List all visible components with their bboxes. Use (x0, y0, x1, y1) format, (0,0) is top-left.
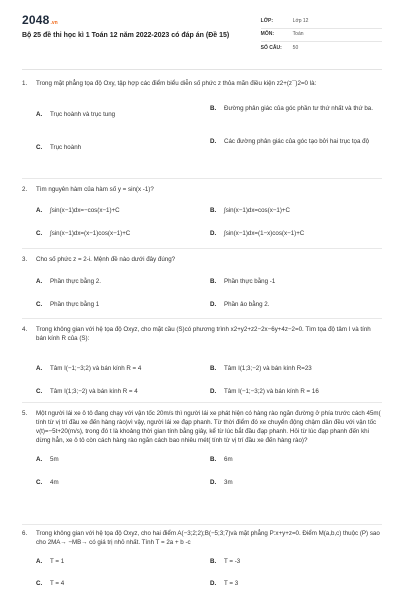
brand-block (22, 12, 261, 69)
option-c[interactable] (36, 388, 206, 397)
page-header (22, 12, 382, 70)
option-letter: C. (36, 387, 43, 395)
option-c[interactable] (36, 479, 206, 488)
option-letter: A. (36, 277, 43, 285)
question-number: 3. (22, 256, 28, 263)
question-number: 2. (22, 186, 28, 193)
question-divider (22, 248, 382, 249)
option-a[interactable] (36, 278, 206, 287)
meta-row-count (261, 42, 382, 55)
exam-meta-table (261, 16, 382, 69)
question-number: 6. (22, 530, 28, 537)
option-c[interactable] (36, 301, 206, 310)
question-text: Cho số phức z = 2-i. Mệnh đề nào dưới đây đúng? (36, 256, 176, 263)
question-number: 5. (22, 410, 28, 417)
question-3 (22, 256, 382, 315)
option-letter: D. (210, 478, 217, 486)
option-text: Phần thực bằng 2. (50, 277, 101, 285)
option-d[interactable] (210, 388, 380, 397)
option-text: 3m (224, 478, 233, 486)
option-letter: D. (210, 137, 217, 145)
option-letter: B. (210, 206, 217, 214)
option-b[interactable] (210, 278, 380, 287)
question-4 (22, 326, 382, 404)
option-a[interactable] (36, 111, 206, 120)
option-text: T = 3 (224, 579, 239, 587)
option-b[interactable] (210, 558, 380, 567)
exam-title: Bộ 25 đề thi học kì 1 Toán 12 năm 2022-2023 có đáp án (Đề 15) (22, 32, 230, 40)
option-letter: B. (210, 104, 217, 112)
option-text: ∫sin(x−1)dx=cos(x−1)+C (224, 206, 291, 214)
option-d[interactable] (210, 138, 380, 147)
option-letter: A. (36, 206, 43, 214)
logo-text: 2048 (22, 13, 50, 27)
option-letter: B. (210, 277, 217, 285)
option-text: T = 1 (50, 557, 65, 565)
option-letter: D. (210, 300, 217, 308)
meta-row-subject (261, 29, 382, 42)
meta-value: 50 (292, 44, 299, 51)
question-text: Trong không gian với hệ tọa độ Oxyz, cho mặt cầu (S)có phương trình x2+y2+z2−2x−6y+4z−2=0. Tìm tọa độ tâm I và tính bán kính R của (S): (36, 326, 371, 342)
option-d[interactable] (210, 301, 380, 310)
option-letter: A. (36, 110, 43, 118)
question-divider (22, 524, 382, 525)
option-text: ∫sin(x−1)dx=(x−1)cos(x−1)+C (50, 229, 131, 237)
option-a[interactable] (36, 456, 206, 465)
option-text: Tâm I(1;3;−2) và bán kính R=23 (224, 364, 312, 372)
option-letter: C. (36, 300, 43, 308)
question-text: Trong mặt phẳng tọa độ Oxy, tập hợp các điểm biểu diễn số phức z thỏa mãn điều kiện z2+(z¯)2=0 là: (36, 80, 317, 87)
option-d[interactable] (210, 479, 380, 488)
option-letter: A. (36, 364, 43, 372)
option-letter: B. (210, 557, 217, 565)
option-letter: D. (210, 387, 217, 395)
meta-label: MÔN: (260, 31, 275, 38)
option-letter: A. (36, 557, 43, 565)
question-divider (22, 318, 382, 319)
question-divider (22, 402, 382, 403)
meta-row-class (261, 16, 382, 29)
option-d[interactable] (210, 230, 380, 239)
question-6 (22, 530, 382, 596)
question-5 (22, 410, 382, 496)
option-text: Tâm I(−1;−3;2) và bán kính R = 16 (224, 387, 319, 395)
option-text: Trục hoành và trục tung (50, 110, 116, 118)
option-b[interactable] (210, 456, 380, 465)
logo-suffix: .vn (50, 20, 58, 26)
option-b[interactable] (210, 207, 380, 216)
option-text: T = -3 (224, 557, 241, 565)
question-1 (22, 80, 382, 159)
option-letter: A. (36, 455, 43, 463)
option-b[interactable] (210, 105, 380, 114)
option-text: Tâm I(1;3;−2) và bán kính R = 4 (50, 387, 138, 395)
option-letter: C. (36, 478, 43, 486)
option-text: Đường phân giác của góc phần tư thứ nhất và thứ ba. (224, 104, 373, 112)
option-d[interactable] (210, 580, 380, 589)
option-c[interactable] (36, 580, 206, 589)
question-2 (22, 186, 382, 245)
option-text: Các đường phân giác của góc tạo bởi hai trục tọa độ (224, 137, 370, 145)
option-a[interactable] (36, 365, 206, 374)
option-letter: C. (36, 229, 43, 237)
option-text: Phần ảo bằng 2. (224, 300, 270, 308)
option-text: Tâm I(−1;−3;2) và bán kính R = 4 (50, 364, 142, 372)
meta-label: SỐ CÂU: (260, 44, 282, 51)
option-text: ∫sin(x−1)dx=(1−x)cos(x−1)+C (224, 229, 305, 237)
question-text: Trong không gian với hệ tọa độ Oxyz, cho hai điểm A(−3;2;2);B(−5;3;7)và mặt phẳng P:x+y+z=0. Điểm M(a,b,c) thuộc (P) sao cho 2MA→ −MB→ có giá trị nhỏ nhất. Tính T = 2a + b -c (36, 530, 380, 546)
question-number: 1. (22, 80, 28, 87)
option-text: ∫sin(x−1)dx=−cos(x−1)+C (50, 206, 120, 214)
option-text: 5m (50, 455, 59, 463)
option-text: Phần thực bằng 1 (50, 300, 100, 308)
meta-value: Lớp 12 (292, 18, 309, 25)
site-logo[interactable] (22, 12, 261, 29)
option-letter: D. (210, 229, 217, 237)
meta-label: LỚP: (260, 18, 273, 25)
option-text: T = 4 (50, 579, 65, 587)
option-letter: D. (210, 579, 217, 587)
option-letter: B. (210, 455, 217, 463)
question-number: 4. (22, 326, 28, 333)
question-text: Một người lái xe ô tô đang chạy với vận tốc 20m/s thì người lái xe phát hiện có hàng rào ngăn đường ở phía trước cách 45m( tính từ vị trí đầu xe đến hàng rào)vì vậy, người lái xe đạp phanh. Từ thời điểm đó xe chuyển động chậm dần đều với vận tốc v(t)=−5t+20(m/s), trong đó t là khoảng thời gian tính bằng giây, kể từ lúc bắt đầu đạp phanh. Hỏi từ lúc đạp phanh đến khi dừng hẳn, xe ô tô còn cách hàng rào ngăn cách bao nhiêu mét( tính từ vị trí đầu xe đến hàng rào)? (36, 410, 381, 444)
question-divider (22, 178, 382, 179)
option-letter: C. (36, 579, 43, 587)
option-c[interactable] (36, 144, 206, 153)
option-a[interactable] (36, 207, 206, 216)
question-text: Tìm nguyên hàm của hàm số y = sin(x -1)? (36, 186, 154, 193)
meta-value: Toán (292, 31, 304, 38)
option-text: 6m (224, 455, 233, 463)
option-a[interactable] (36, 558, 206, 567)
option-c[interactable] (36, 230, 206, 239)
option-b[interactable] (210, 365, 380, 374)
option-letter: B. (210, 364, 217, 372)
option-text: Trục hoành (50, 143, 82, 151)
option-text: 4m (50, 478, 59, 486)
option-letter: C. (36, 143, 43, 151)
option-text: Phần thực bằng -1 (224, 277, 276, 285)
